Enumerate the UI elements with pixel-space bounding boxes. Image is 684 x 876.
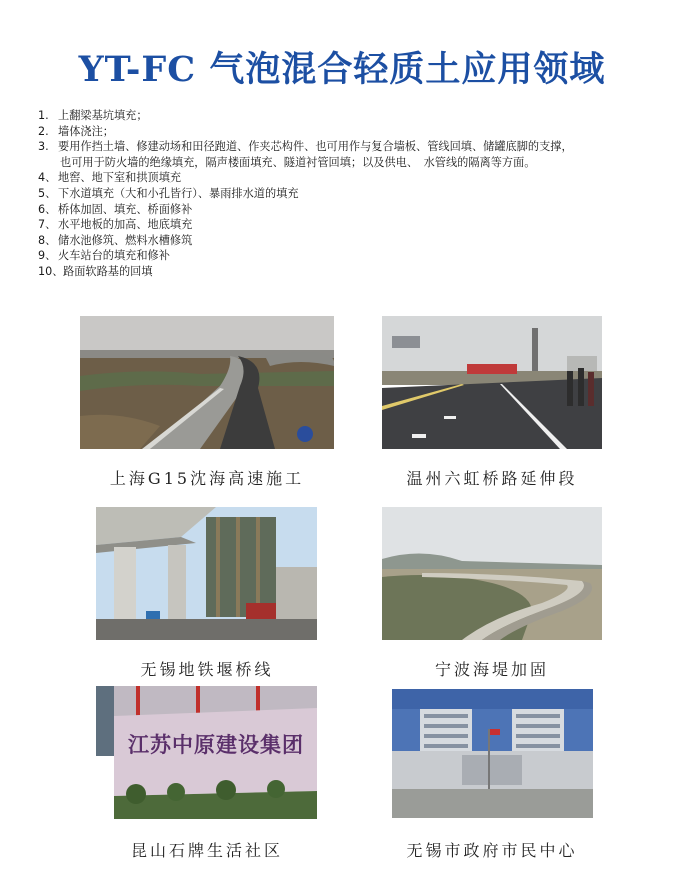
list-item: 8、 储水池修筑、燃料水槽修筑: [38, 233, 193, 247]
list-item: 5、 下水道填充（大和小孔皆行）、暴雨排水道的填充: [38, 186, 299, 200]
photo-seawall: [382, 507, 602, 640]
list-item: 10、路面软路基的回填: [38, 264, 153, 278]
photo-civic-center: [392, 689, 593, 818]
photo-caption: 昆山石牌生活社区: [130, 841, 283, 860]
list-item: 7、 水平地板的加高、地底填充: [38, 218, 193, 232]
photo-caption: 无锡市政府市民中心: [406, 841, 578, 860]
photo-caption: 温州六虹桥路延伸段: [406, 469, 578, 488]
list-item: 9、 火车站台的填充和修补: [38, 249, 170, 263]
photo-metro-viaduct: [96, 507, 317, 640]
photo-community-sign: [96, 686, 317, 819]
application-list: [38, 108, 658, 280]
list-item: 4、 地窖、地下室和拱顶填充: [38, 171, 182, 185]
photo-highway-construction: [80, 316, 334, 449]
photo-caption: 宁波海堤加固: [434, 660, 549, 679]
sign-company-name: 江苏中原建设集团: [128, 733, 304, 757]
page-title: YT-FC 气泡混合轻质土应用领域: [78, 49, 606, 90]
list-item: 2. 墙体浇注；: [38, 124, 114, 138]
photo-caption: 上海G15沈海高速施工: [109, 469, 305, 488]
list-item: 6、 桥体加固、填充、桥面修补: [38, 202, 193, 216]
list-item: 1. 上翻梁基坑填充；: [38, 109, 148, 122]
photo-caption: 无锡地铁堰桥线: [140, 660, 274, 679]
photo-road-extension: [382, 316, 602, 449]
list-item-continuation: 也可用于防火墙的绝缘填充，隔声楼面填充、隧道衬管回填；以及供电、 水管线的隔离等方面。: [60, 155, 536, 169]
list-item: 3. 要用作挡土墙、修建动场和田径跑道、作夹芯构件、也可用作与复合墙板、管线回填、储罐底脚的支撑，: [38, 140, 573, 154]
